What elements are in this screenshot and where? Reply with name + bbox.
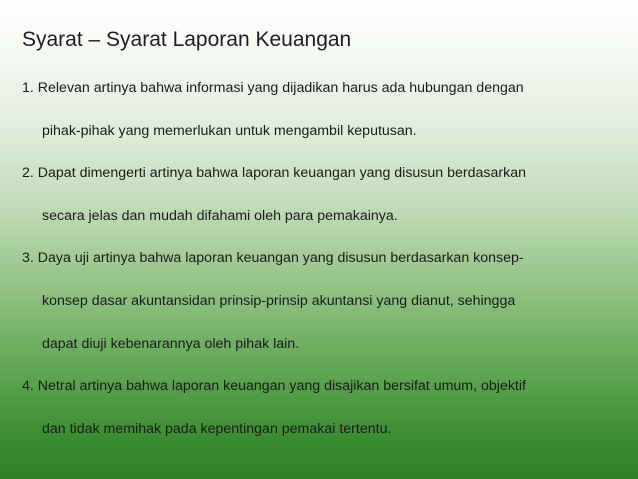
slide-title: Syarat – Syarat Laporan Keuangan [22, 28, 352, 51]
point-1-line-2: pihak-pihak yang memerlukan untuk mengambil keputusan. [42, 122, 417, 139]
point-2-line-2: secara jelas dan mudah difahami oleh para pemakainya. [42, 207, 398, 224]
slide-content [22, 78, 622, 461]
point-3-line-3: dapat diuji kebenarannya oleh pihak lain. [42, 335, 300, 352]
point-3-line-2: konsep dasar akuntansidan prinsip-prinsip akuntansi yang dianut, sehingga [42, 292, 516, 309]
point-4-line-1: 4. Netral artinya bahwa laporan keuangan yang disajikan bersifat umum, objektif [22, 378, 526, 395]
point-3-line-1: 3. Daya uji artinya bahwa laporan keuangan yang disusun berdasarkan konsep- [22, 250, 524, 267]
point-2-line-1: 2. Dapat dimengerti artinya bahwa laporan keuangan yang disusun berdasarkan [22, 165, 526, 182]
point-4-line-2: dan tidak memihak pada kepentingan pemakai tertentu. [42, 420, 392, 437]
point-1-line-1: 1. Relevan artinya bahwa informasi yang dijadikan harus ada hubungan dengan [22, 80, 524, 96]
